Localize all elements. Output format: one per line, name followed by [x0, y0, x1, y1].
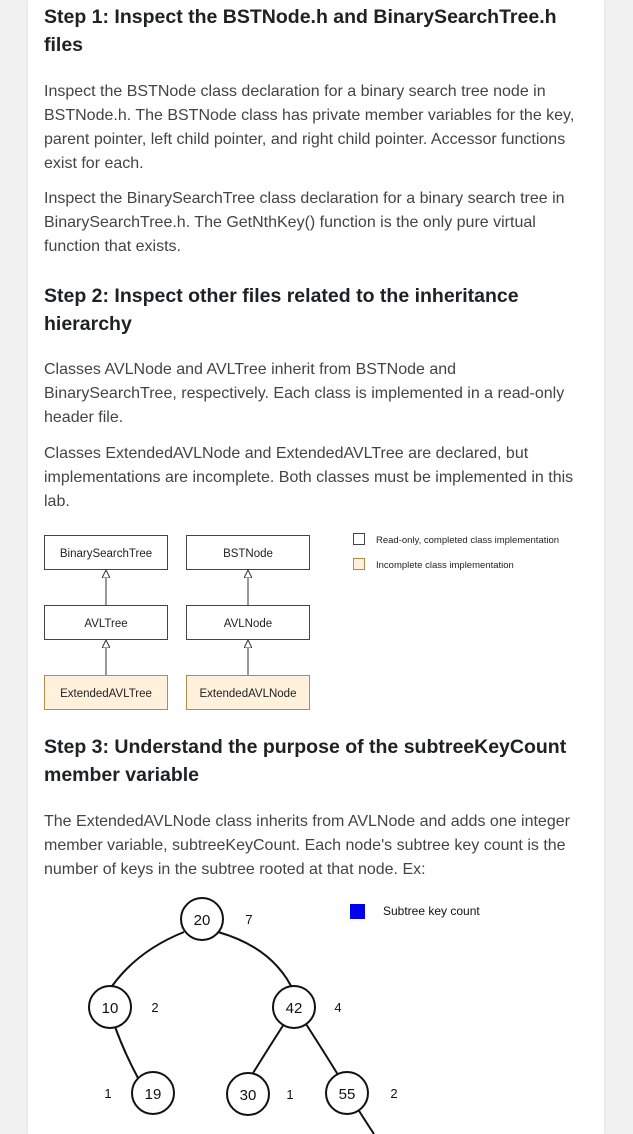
node-count-55: 2: [390, 1086, 398, 1101]
class-label-extendedavlnode: ExtendedAVLNode: [199, 688, 297, 700]
tree-node-10: [89, 986, 159, 1028]
class-box-extendedavltree: [45, 676, 168, 710]
class-box-binarysearchtree: [45, 536, 168, 570]
subtree-key-count-diagram: [44, 890, 592, 1134]
edge-10-19: [114, 1024, 138, 1078]
class-label-binarysearchtree: BinarySearchTree: [59, 548, 153, 560]
tree-node-19: [104, 1072, 174, 1114]
step3-heading: Step 3: Understand the purpose of the subtreeKeyCount member variable: [44, 736, 567, 786]
class-label-extendedavltree: ExtendedAVLTree: [60, 688, 152, 700]
class-box-bstnode: [187, 536, 310, 570]
step2-heading: Step 2: Inspect other files related to the inheritance hierarchy: [44, 285, 519, 335]
edge-20-42: [218, 932, 294, 992]
class-label-bstnode: BSTNode: [223, 548, 273, 560]
step1-paragraph-1: Inspect the BSTNode class declaration for a binary search tree node in BSTNode.h. The BSTNode class has private member variables for the key, parent pointer, left child pointer, and right child pointer. Accessor functions exist for each.: [44, 83, 575, 172]
class-box-avlnode: [187, 606, 310, 640]
legend-label-subtree-count: Subtree key count: [383, 904, 480, 918]
step2-paragraph-2: Classes ExtendedAVLNode and ExtendedAVLTree are declared, but implementations are incomplete. Both classes must be implemented in this lab.: [44, 445, 574, 510]
node-key-19: 19: [144, 1086, 162, 1103]
tree-node-55: [326, 1072, 398, 1114]
edge-42-30: [250, 1024, 284, 1078]
step3-paragraph-1: The ExtendedAVLNode class inherits from AVLNode and adds one integer member variable, subtreeKeyCount. Each node's subtree key count is the number of keys in the subtree rooted at that node. Ex:: [44, 813, 570, 878]
class-label-avlnode: AVLNode: [223, 618, 273, 630]
legend-swatch-readonly: [354, 534, 365, 545]
class-label-avltree: AVLTree: [84, 618, 128, 630]
node-key-10: 10: [101, 1000, 119, 1017]
class-box-extendedavlnode: [187, 676, 310, 710]
tree-legend: [350, 904, 480, 919]
step1-heading: Step 1: Inspect the BSTNode.h and BinarySearchTree.h files: [44, 6, 557, 56]
content-card: [28, 0, 604, 1134]
node-key-42: 42: [285, 1000, 303, 1017]
tree-node-42: [273, 986, 342, 1028]
step1-paragraph-2: Inspect the BinarySearchTree class declaration for a binary search tree in BinarySearchTree.h. The GetNthKey() function is the only pure virtual function that exists.: [44, 190, 565, 255]
tree-node-20: [181, 898, 253, 940]
node-count-20: 7: [245, 912, 253, 927]
step2-paragraph-1: Classes AVLNode and AVLTree inherit from BSTNode and BinarySearchTree, respectively. Each class is implemented in a read-only header file.: [44, 361, 565, 426]
hierarchy-legend: [354, 534, 560, 572]
node-count-42: 4: [334, 1000, 342, 1015]
edge-42-55: [306, 1024, 340, 1078]
legend-swatch-incomplete: [354, 559, 365, 570]
node-key-55: 55: [338, 1086, 356, 1103]
node-count-10: 2: [151, 1000, 159, 1015]
legend-swatch-subtree-count: [350, 904, 365, 919]
node-key-20: 20: [193, 912, 211, 929]
inheritance-hierarchy-diagram: [44, 530, 592, 715]
node-key-30: 30: [239, 1087, 257, 1104]
edge-20-10: [108, 932, 184, 992]
tree-node-30: [227, 1073, 294, 1115]
legend-label-incomplete: Incomplete class implementation: [376, 560, 514, 571]
node-count-30: 1: [286, 1087, 294, 1102]
class-box-avltree: [45, 606, 168, 640]
node-count-19: 1: [104, 1086, 112, 1101]
legend-label-readonly: Read-only, completed class implementation: [376, 535, 560, 546]
